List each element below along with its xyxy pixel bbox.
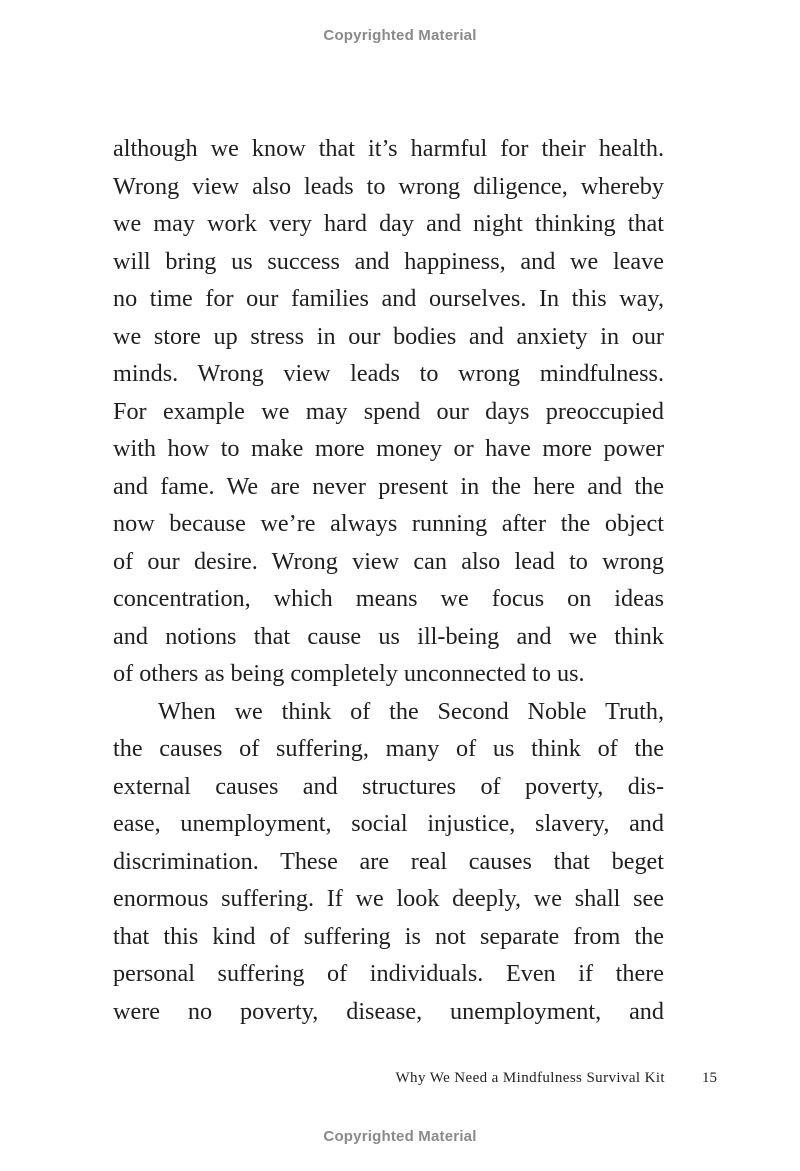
- page-footer: [0, 1070, 800, 1090]
- copyright-watermark-top: Copyrighted Material: [323, 27, 477, 44]
- text-line: that this kind of suffering is not separate from the: [113, 922, 664, 950]
- text-line: enormous suffering. If we look deeply, we shall see: [113, 885, 664, 912]
- text-line: now because we’re always running after the object: [113, 510, 664, 537]
- text-line: we may work very hard day and night thinking that: [113, 210, 664, 237]
- text-line: with how to make more money or have more power: [113, 435, 664, 462]
- text-line: and notions that cause us ill-being and we think: [113, 622, 664, 650]
- text-line: ease, unemployment, social injustice, slavery, and: [113, 810, 664, 837]
- body-text: [113, 130, 664, 1030]
- text-line: of our desire. Wrong view can also lead to wrong: [113, 547, 664, 575]
- text-line: we store up stress in our bodies and anxiety in our: [113, 322, 664, 350]
- page-number: 15: [702, 1070, 717, 1086]
- text-line: of others as being completely unconnected to us.: [113, 660, 585, 687]
- text-line: external causes and structures of poverty, dis-: [113, 772, 664, 800]
- text-line: the causes of suffering, many of us think of the: [113, 735, 664, 762]
- text-line: were no poverty, disease, unemployment, and: [113, 997, 664, 1025]
- text-line: For example we may spend our days preoccupied: [113, 397, 664, 425]
- text-line: although we know that it’s harmful for their health.: [113, 135, 664, 162]
- text-line: concentration, which means we focus on ideas: [113, 585, 664, 612]
- paragraph: [113, 693, 664, 1031]
- text-line: discrimination. These are real causes that beget: [113, 847, 664, 875]
- text-line: and fame. We are never present in the here and the: [113, 472, 664, 500]
- text-line: no time for our families and ourselves. In this way,: [113, 285, 664, 312]
- paragraph: [113, 130, 664, 693]
- text-line: will bring us success and happiness, and we leave: [113, 247, 664, 275]
- text-line: personal suffering of individuals. Even if there: [113, 960, 664, 987]
- running-head: Why We Need a Mindfulness Survival Kit: [395, 1070, 665, 1086]
- text-line: minds. Wrong view leads to wrong mindfulness.: [113, 360, 664, 387]
- text-line: When we think of the Second Noble Truth,: [158, 697, 664, 725]
- copyright-watermark-bottom: Copyrighted Material: [323, 1128, 477, 1145]
- text-line: Wrong view also leads to wrong diligence, whereby: [113, 172, 664, 200]
